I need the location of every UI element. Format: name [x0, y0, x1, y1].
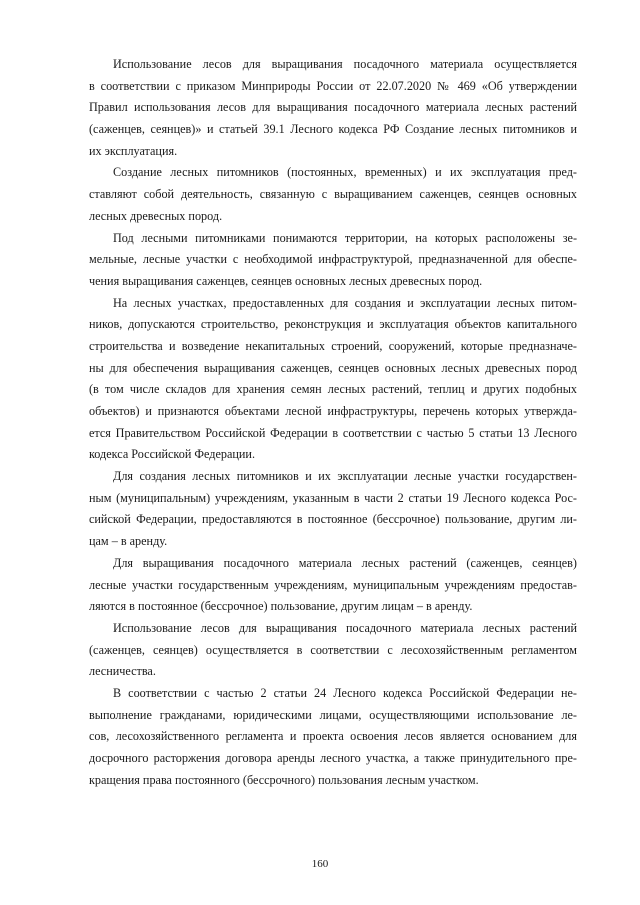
text-line: (в том числе складов для хранения семян лесных растений, теплиц и других подобных	[89, 382, 577, 397]
text-line: объектов) и признаются объектами лесной инфраструктуры, перечень которых утвержда-	[89, 404, 577, 418]
text-line: ляются в постоянное (бессрочное) пользование, другим лицам – в аренду.	[89, 599, 473, 614]
paragraph	[89, 618, 577, 683]
paragraph	[89, 228, 577, 293]
text-line: мельные, лесные участки с необходимой инфраструктурой, предназначенной для обеспе-	[89, 252, 577, 267]
text-line: в соответствии с приказом Минприроды России от 22.07.2020 № 469 «Об утверждении	[89, 78, 577, 93]
text-line: На лесных участках, предоставленных для создания и эксплуатации лесных питом-	[113, 295, 577, 310]
page-number: 160	[311, 858, 329, 870]
paragraph	[89, 54, 577, 162]
text-line: ется Правительством Российской Федерации в соответствии с частью 5 статьи 13 Лесного	[89, 425, 577, 440]
text-line: кодекса Российской Федерации.	[89, 447, 255, 462]
paragraph	[89, 162, 577, 227]
text-line: В соответствии с частью 2 статьи 24 Лесного кодекса Российской Федерации не-	[113, 685, 577, 700]
text-line: чения выращивания саженцев, сеянцев основных лесных древесных пород.	[89, 273, 483, 288]
text-line: цам – в аренду.	[89, 534, 168, 549]
text-line: лесные участки государственным учреждениям, муниципальным учреждениям предостав-	[89, 577, 577, 592]
text-line: (саженцев, сеянцев) осуществляется в соответствии с лесохозяйственным регламентом	[89, 642, 577, 657]
text-line: сийской Федерации, предоставляются в постоянное (бессрочное) пользование, другим ли-	[89, 512, 577, 527]
text-line: Использование лесов для выращивания посадочного материала лесных растений	[113, 620, 577, 635]
text-line: выполнение гражданами, юридическими лицами, осуществляющими использование ле-	[89, 707, 577, 722]
text-line: Для выращивания посадочного материала лесных растений (саженцев, сеянцев)	[113, 555, 577, 570]
text-line: лесных древесных пород.	[89, 208, 223, 223]
text-line: Использование лесов для выращивания посадочного материала осуществляется	[113, 57, 577, 71]
text-line: Для создания лесных питомников и их эксплуатации лесные участки государствен-	[113, 469, 577, 484]
paragraph	[89, 553, 577, 618]
text-line: ным (муниципальным) учреждениям, указанным в части 2 статьи 19 Лесного кодекса Рос-	[89, 490, 577, 505]
text-line: лесничества.	[89, 664, 156, 679]
text-line: (саженцев, сеянцев)» и статьей 39.1 Лесного кодекса РФ Создание лесных питомников и	[89, 122, 577, 137]
text-line: досрочного расторжения договора аренды лесного участка, а также принудительного пре-	[89, 751, 577, 765]
paragraph	[89, 683, 577, 791]
text-line: Под лесными питомниками понимаются территории, на которых расположены зе-	[113, 230, 577, 245]
text-line: их эксплуатация.	[89, 143, 178, 158]
text-line: Правил использования лесов для выращивания посадочного материала лесных растений	[89, 100, 577, 115]
document-body	[89, 54, 577, 791]
text-line: ставляют собой деятельность, связанную с выращиванием саженцев, сеянцев основных	[89, 187, 577, 202]
text-line: сов, лесохозяйственного регламента и проекта освоения лесов является основанием для	[89, 729, 577, 744]
paragraph	[89, 466, 577, 553]
text-line: строительства и возведение некапитальных строений, сооружений, которые предназначе-	[89, 338, 577, 353]
text-line: ны для обеспечения выращивания саженцев, сеянцев основных лесных древесных пород	[89, 360, 577, 375]
text-line: Создание лесных питомников (постоянных, временных) и их эксплуатация пред-	[113, 165, 577, 180]
text-line: ников, допускаются строительство, реконструкция и эксплуатация объектов капитального	[89, 317, 577, 332]
paragraph	[89, 293, 577, 467]
text-line: кращения права постоянного (бессрочного) пользования лесным участком.	[89, 772, 479, 787]
